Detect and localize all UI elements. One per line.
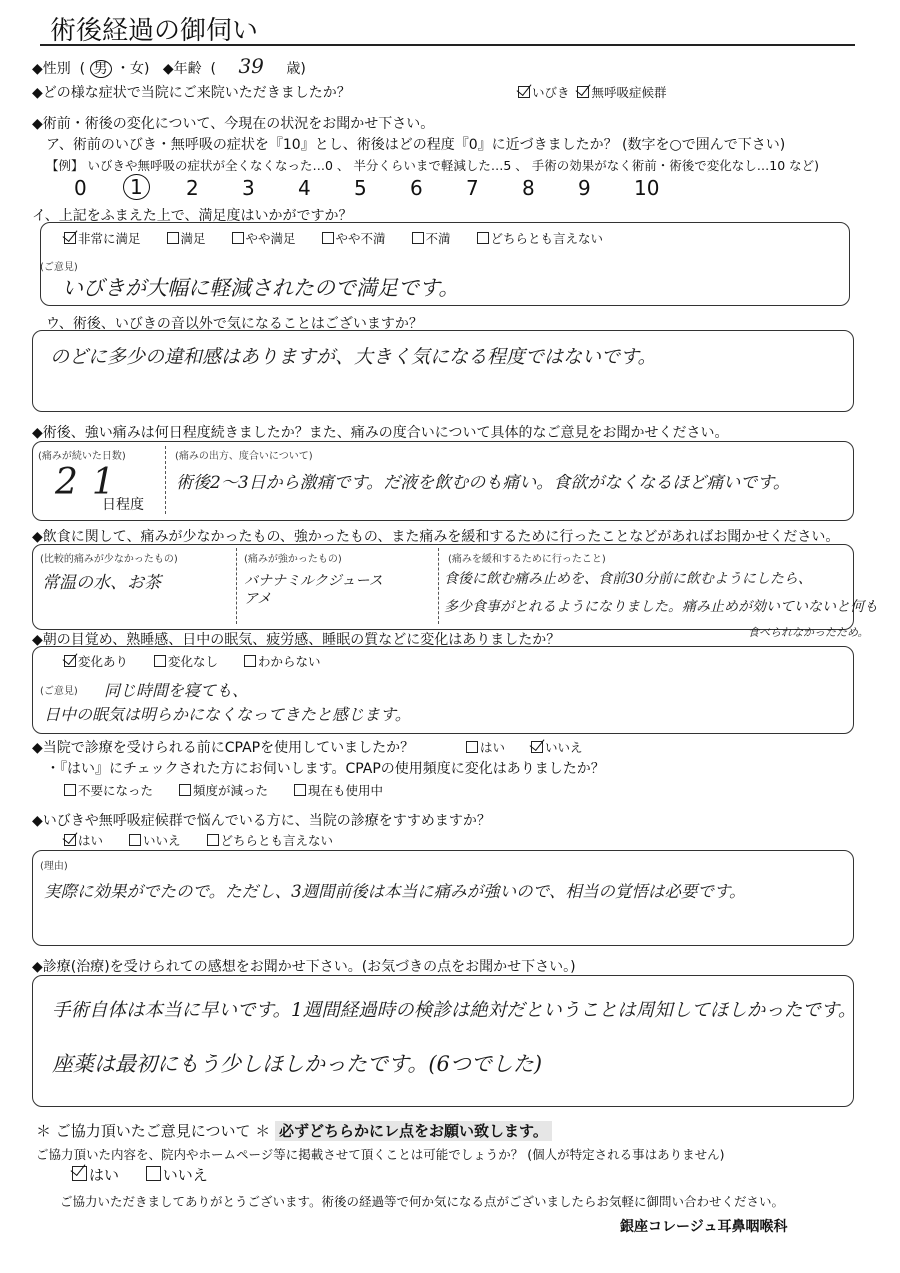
food-strong-label: (痛みが強かったもの) xyxy=(244,554,342,565)
sat-somewhat-dissatisfied-checkbox[interactable] xyxy=(322,232,334,244)
q5-opinion-text-2[interactable]: 日中の眠気は明らかになくなってきたと感じます。 xyxy=(44,705,411,724)
q5-changed-checkbox[interactable] xyxy=(64,655,76,667)
scale-number-8[interactable]: 8 xyxy=(522,176,535,200)
food-relief-text-3[interactable]: 食べられなかったため。 xyxy=(748,626,869,639)
q5-unknown-checkbox[interactable] xyxy=(244,655,256,667)
food-strong-text-1[interactable]: バナナミルクジュース xyxy=(244,573,383,589)
scale-number-3[interactable]: 3 xyxy=(242,176,255,200)
consent-option-label: いいえ xyxy=(162,1166,208,1184)
scale-number-2[interactable]: 2 xyxy=(186,176,199,200)
q2-sub-u: ウ、術後、いびきの音以外で気になることはございますか？ xyxy=(46,316,423,332)
scale-number-7[interactable]: 7 xyxy=(466,176,479,200)
consent-no-checkbox[interactable] xyxy=(146,1166,161,1181)
food-less-text[interactable]: 常温の水、お茶 xyxy=(42,573,161,593)
pain-divider xyxy=(165,446,166,514)
days-unit: 日程度 xyxy=(102,497,144,513)
q7-option-label: いいえ xyxy=(143,833,181,848)
q1-text: ◆どの様な症状で当院にご来院いただきましたか？ xyxy=(32,85,351,101)
thanks-text: ご協力いただきましてありがとうございます。術後の経過等で何か気になる点がございましたらお気軽に御問い合わせください。 xyxy=(60,1194,785,1209)
q5-opinion-text-1[interactable]: 同じ時間を寝ても、 xyxy=(104,681,249,700)
gender-label: ◆性別 xyxy=(32,61,71,77)
consent-options xyxy=(72,1164,208,1185)
sat-label: 満足 xyxy=(180,231,206,246)
scale-number-9[interactable]: 9 xyxy=(578,176,591,200)
consent-question: ご協力頂いた内容を、院内やホームページ等に掲載させて頂くことは可能でしょうか？ (個人が特定される事はありません) xyxy=(36,1147,725,1162)
q5-option-label: 変化なし xyxy=(168,654,219,669)
q7-reason-text[interactable]: 実際に効果がでたので。ただし、3週間前後は本当に痛みが強いので、相当の覚悟は必要です。 xyxy=(44,882,746,901)
cpap-option-label: 現在も使用中 xyxy=(308,783,384,798)
q3-text: ◆術後、強い痛みは何日程度続きましたか？また、痛みの度合いについて具体的なご意見をお聞かせください。 xyxy=(32,425,729,441)
sat-label: 非常に満足 xyxy=(78,231,141,246)
q1-options xyxy=(518,83,666,101)
q2-text: ◆術前・術後の変化について、今現在の状況をお聞かせ下さい。 xyxy=(32,116,435,132)
scale-number-4[interactable]: 4 xyxy=(298,176,311,200)
page-title: 術後経過の御伺い xyxy=(50,16,259,46)
scale-number-5[interactable]: 5 xyxy=(354,176,367,200)
age-label: ◆年齢 xyxy=(162,61,202,77)
pain-detail-text[interactable]: 術後2〜3日から激痛です。だ液を飲むのも痛い。食欲がなくなるほど痛いです。 xyxy=(176,473,790,493)
scale-number-10[interactable]: 10 xyxy=(634,176,660,200)
q7-option-label: はい xyxy=(78,833,104,848)
q6-followup: ・『はい』にチェックされた方にお伺いします。CPAPの使用頻度に変化はありましたか？ xyxy=(46,761,605,777)
q8-text: ◆診療(治療)を受けられての感想をお聞かせ下さい。(お気づきの点をお聞かせ下さい。) xyxy=(32,959,576,975)
gender-row: ◆性別 ( 男 ・女) ◆年齢 ( 39 歳) xyxy=(32,54,306,78)
days-value[interactable]: 21 xyxy=(55,462,129,503)
q6-yes-checkbox[interactable] xyxy=(466,741,478,753)
scale-number-6[interactable]: 6 xyxy=(410,176,423,200)
q5-unchanged-checkbox[interactable] xyxy=(154,655,166,667)
q2-example: 【例】 いびきや無呼吸の症状が全くなくなった…0 、 半分くらいまで軽減した…5 、 手術の効果がなく術前・術後で変化なし…10 など) xyxy=(46,158,820,173)
q6-no-checkbox[interactable] xyxy=(531,741,543,753)
q4-text: ◆飲食に関して、痛みが少なかったもの、強かったもの、また痛みを緩和するために行ったことなどがあればお聞かせください。 xyxy=(32,529,840,545)
cpap-option-label: 頻度が減った xyxy=(193,783,269,798)
scale-number-1[interactable]: 1 xyxy=(123,174,150,200)
q5-options xyxy=(64,652,343,670)
food-relief-label: (痛みを緩和するために行ったこと) xyxy=(448,554,606,565)
cpap-unneeded-checkbox[interactable] xyxy=(64,784,76,796)
sat-satisfied-checkbox[interactable] xyxy=(167,232,179,244)
age-value[interactable]: 39 xyxy=(238,54,264,78)
food-relief-text-2[interactable]: 多少食事がとれるようになりました。痛み止めが効いていないと何も xyxy=(444,599,878,615)
consent-header xyxy=(36,1120,552,1141)
q6-text: ◆当院で診療を受けられる前にCPAPを使用していましたか？ xyxy=(32,740,415,756)
q7-neutral-checkbox[interactable] xyxy=(207,834,219,846)
consent-emphasis: 必ずどちらかにレ点をお願い致します。 xyxy=(275,1121,552,1141)
q1-apnea-label: 無呼吸症候群 xyxy=(591,85,667,100)
q5-option-label: わからない xyxy=(258,654,321,669)
q2-opinion-label: (ご意見) xyxy=(40,262,78,273)
q2-sub-i: イ、上記をふまえた上で、満足度はいかがですか？ xyxy=(32,208,353,224)
title-underline xyxy=(40,44,855,46)
q5-text: ◆朝の目覚め、熟睡感、日中の眠気、疲労感、睡眠の質などに変化はありましたか？ xyxy=(32,632,561,648)
q7-options xyxy=(64,831,355,849)
satisfaction-options xyxy=(64,229,625,247)
q7-text: ◆いびきや無呼吸症候群で悩んでいる方に、当院の診療をすすめますか？ xyxy=(32,813,491,829)
sat-somewhat-satisfied-checkbox[interactable] xyxy=(232,232,244,244)
impression-box xyxy=(32,975,857,1107)
q8-text-line-1[interactable]: 手術自体は本当に早いです。1週間経過時の検診は絶対だということは周知してほしかったです。 xyxy=(52,1000,857,1021)
q5-opinion-label: (ご意見) xyxy=(40,686,78,697)
q1-snoring-checkbox[interactable] xyxy=(518,86,530,98)
q5-option-label: 変化あり xyxy=(78,654,129,669)
food-divider-2 xyxy=(438,548,439,624)
consent-option-label: はい xyxy=(89,1166,120,1184)
sat-label: やや不満 xyxy=(335,231,386,246)
q7-no-checkbox[interactable] xyxy=(129,834,141,846)
sat-label: 不満 xyxy=(425,231,451,246)
days-label: (痛みが続いた日数) xyxy=(38,451,126,462)
sat-dissatisfied-checkbox[interactable] xyxy=(412,232,424,244)
scale-number-0[interactable]: 0 xyxy=(74,176,87,200)
consent-yes-checkbox[interactable] xyxy=(72,1166,87,1181)
food-strong-text-2[interactable]: アメ xyxy=(244,591,272,607)
gender-female[interactable]: 女 xyxy=(130,61,145,77)
consent-title: ＊ ご協力頂いたご意見について ＊ xyxy=(36,1122,271,1140)
q2-opinion-text[interactable]: いびきが大幅に軽減されたので満足です。 xyxy=(62,276,460,300)
sat-neutral-checkbox[interactable] xyxy=(477,232,489,244)
pain-detail-label: (痛みの出方、度合いについて) xyxy=(175,451,313,462)
cpap-still-using-checkbox[interactable] xyxy=(294,784,306,796)
q6-option-label: いいえ xyxy=(545,740,583,755)
clinic-name: 銀座コレージュ耳鼻咽喉科 xyxy=(620,1219,788,1235)
q1-snoring-label: いびき xyxy=(532,85,570,100)
sat-label: やや満足 xyxy=(245,231,296,246)
q6-option-label: はい xyxy=(480,740,506,755)
q8-text-line-2[interactable]: 座薬は最初にもう少しほしかったです。(6つでした) xyxy=(52,1052,543,1076)
q2-other-text[interactable]: のどに多少の違和感はありますが、大きく気になる程度ではないです。 xyxy=(50,346,657,368)
cpap-option-label: 不要になった xyxy=(78,783,154,798)
q7-reason-label: (理由) xyxy=(40,861,68,872)
gender-male[interactable]: 男 xyxy=(90,60,112,78)
sat-label: どちらとも言えない xyxy=(490,231,604,246)
q6-followup-options xyxy=(64,781,405,799)
cpap-reduced-checkbox[interactable] xyxy=(179,784,191,796)
food-less-label: (比較的痛みが少なかったもの) xyxy=(40,554,178,565)
q7-yes-checkbox[interactable] xyxy=(64,834,76,846)
food-divider-1 xyxy=(236,548,237,624)
q2-sub-a: ア、術前のいびき・無呼吸の症状を『10』とし、術後はどの程度『0』に近づきましたか？ (数字を○で囲んで下さい) xyxy=(46,137,786,153)
q6-options xyxy=(466,738,583,756)
q7-option-label: どちらとも言えない xyxy=(220,833,334,848)
sat-very-satisfied-checkbox[interactable] xyxy=(64,232,76,244)
q1-apnea-checkbox[interactable] xyxy=(577,86,589,98)
food-relief-text-1[interactable]: 食後に飲む痛み止めを、食前30分前に飲むようにしたら、 xyxy=(444,571,812,587)
